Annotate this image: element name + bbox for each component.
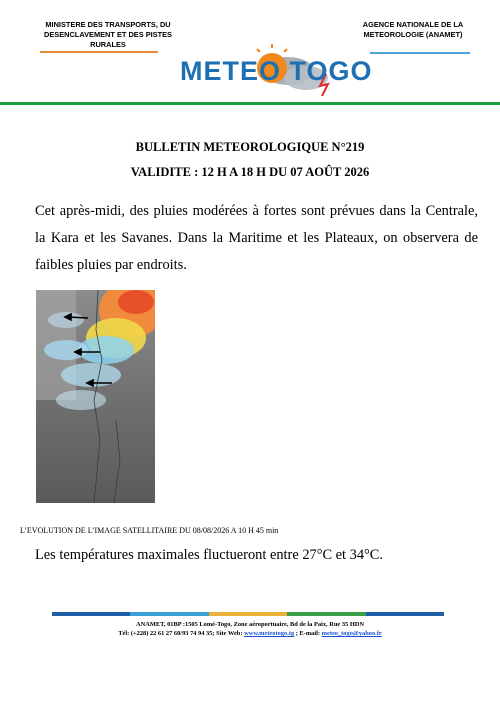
forecast-paragraph: Cet après-midi, des pluies modérées à fortes sont prévues dans la Centrale, la Kara et les Savanes. Dans la Maritime et les Plateaux, on observera de faibles pluies par endroits.: [35, 203, 478, 273]
ministry-name: MINISTERE DES TRANSPORTS, DU DESENCLAVEMENT ET DES PISTES RURALES: [44, 20, 172, 49]
footer-phone: Tél: (+228) 22 61 27 60/93 74 94 35; Site Web:: [118, 630, 245, 637]
temperature-forecast: Les températures maximales fluctueront entre 27°C et 34°C.: [35, 547, 383, 563]
header-divider: [0, 102, 500, 105]
meteo-togo-logo: [176, 44, 376, 96]
footer-bar-segment-2: [130, 612, 208, 616]
footer-email-label: ; E-mail:: [294, 630, 322, 637]
footer-color-bar: [52, 612, 444, 616]
website-link[interactable]: www.meteotogo.tg: [244, 630, 295, 637]
agency-name: AGENCE NATIONALE DE LA METEOROLOGIE (ANAMET): [362, 20, 464, 39]
image-caption: L’EVOLUTION DE L’IMAGE SATELLITAIRE DU 08/08/2026 A 10 H 45 min: [20, 526, 279, 535]
footer-contact: [0, 630, 500, 637]
email-link[interactable]: meteo_togo@yahoo.fr: [321, 630, 382, 637]
bulletin-title: BULLETIN METEOROLOGIQUE N°219: [135, 140, 365, 154]
agency-underline: [370, 52, 470, 54]
validity-line: VALIDITE : 12 H A 18 H DU 07 AOÛT 2026: [130, 165, 370, 179]
satellite-image: [36, 290, 155, 503]
footer-bar-segment-3: [209, 612, 287, 616]
satellite-map: [36, 290, 155, 503]
footer-address: ANAMET, 01BP :1505 Lomé-Togo, Zone aéroportuaire, Bd de la Paix, Rue 35 HDN: [135, 621, 365, 628]
footer-bar-segment-1: [52, 612, 130, 616]
ministry-underline: [40, 51, 158, 53]
logo-text: METEO TOGO: [180, 56, 373, 86]
footer-bar-segment-4: [287, 612, 365, 616]
footer-bar-segment-5: [366, 612, 444, 616]
